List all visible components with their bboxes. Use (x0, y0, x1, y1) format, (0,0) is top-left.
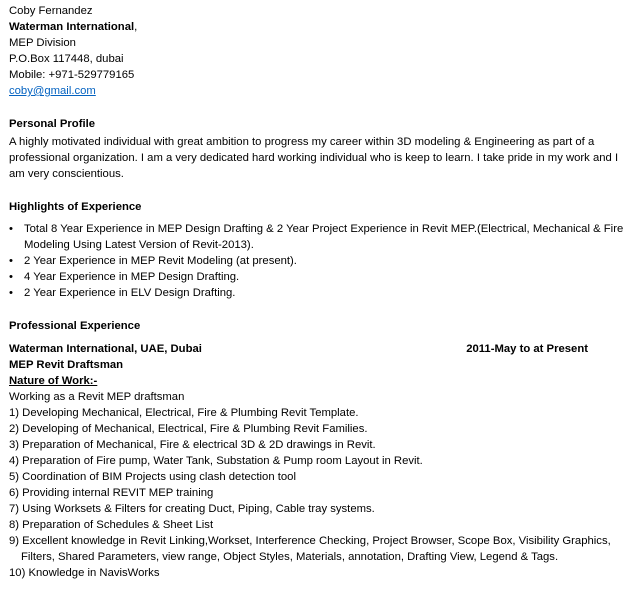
list-item: 1) Developing Mechanical, Electrical, Fire & Plumbing Revit Template. (9, 407, 359, 419)
spacer (9, 99, 635, 116)
list-item: 3) Preparation of Mechanical, Fire & electrical 3D & 2D drawings in Revit. (9, 439, 376, 451)
highlights-heading: Highlights of Experience (9, 201, 142, 213)
job-employer: Waterman International, UAE, Dubai (9, 343, 202, 355)
list-item: 10) Knowledge in NavisWorks (9, 567, 160, 579)
contact-name: Coby Fernandez (9, 5, 93, 17)
list-item: • 4 Year Experience in MEP Design Drafting. (9, 269, 635, 285)
list-item: • Total 8 Year Experience in MEP Design Drafting & 2 Year Project Experience in Revit MEP.(Electrical, Mechanical & Fire Modeling Using Latest Version of Revit-2013). (9, 221, 635, 253)
spacer (9, 334, 635, 341)
job-period: 2011-May to at Present (466, 343, 588, 355)
job-header (9, 341, 588, 357)
list-item: 2) Developing of Mechanical, Electrical, Fire & Plumbing Revit Families. (9, 423, 368, 435)
contact-mobile: Mobile: +971-529779165 (9, 69, 135, 81)
list-item: 9) Excellent knowledge in Revit Linking,Workset, Interference Checking, Project Browser, Scope Box, Visibility Graphics, Filters, Shared Parameters, view range, Object Styles, Materials, annotation, Drafting View, Legend & Tags. (9, 535, 611, 563)
resume-document (9, 3, 635, 581)
list-item: • 2 Year Experience in ELV Design Drafting. (9, 285, 635, 301)
duties-list (9, 405, 635, 581)
list-item: 8) Preparation of Schedules & Sheet List (9, 519, 214, 531)
list-item: 4) Preparation of Fire pump, Water Tank, Substation & Pump room Layout in Revit. (9, 455, 423, 467)
profile-text: A highly motivated individual with great ambition to progress my career within 3D modeling & Engineering as part of a professional organization. I am a very dedicated hard working individual who is keep to learn. I take pride in my work and I am very conscientious. (9, 136, 619, 180)
contact-address: P.O.Box 117448, dubai (9, 53, 124, 65)
highlights-list (9, 221, 635, 301)
list-item: 7) Using Worksets & Filters for creating Duct, Piping, Cable tray systems. (9, 503, 375, 515)
contact-block (9, 3, 635, 99)
spacer (9, 182, 635, 199)
profile-heading: Personal Profile (9, 118, 96, 130)
spacer (9, 301, 635, 318)
job-role: MEP Revit Draftsman (9, 359, 124, 371)
list-item: • 2 Year Experience in MEP Revit Modeling (at present). (9, 253, 635, 269)
profile-section (9, 116, 635, 182)
list-item: 5) Coordination of BIM Projects using clash detection tool (9, 471, 296, 483)
experience-section (9, 318, 635, 581)
highlights-section (9, 199, 635, 301)
experience-heading: Professional Experience (9, 320, 141, 332)
contact-company-suffix: , (134, 21, 138, 33)
contact-company-line (9, 19, 635, 35)
job-intro: Working as a Revit MEP draftsman (9, 391, 185, 403)
contact-email-link[interactable]: coby@gmail.com (9, 85, 96, 97)
contact-company: Waterman International (9, 21, 135, 33)
contact-division: MEP Division (9, 37, 76, 49)
nature-of-work-heading: Nature of Work:- (9, 375, 98, 387)
list-item: 6) Providing internal REVIT MEP training (9, 487, 214, 499)
